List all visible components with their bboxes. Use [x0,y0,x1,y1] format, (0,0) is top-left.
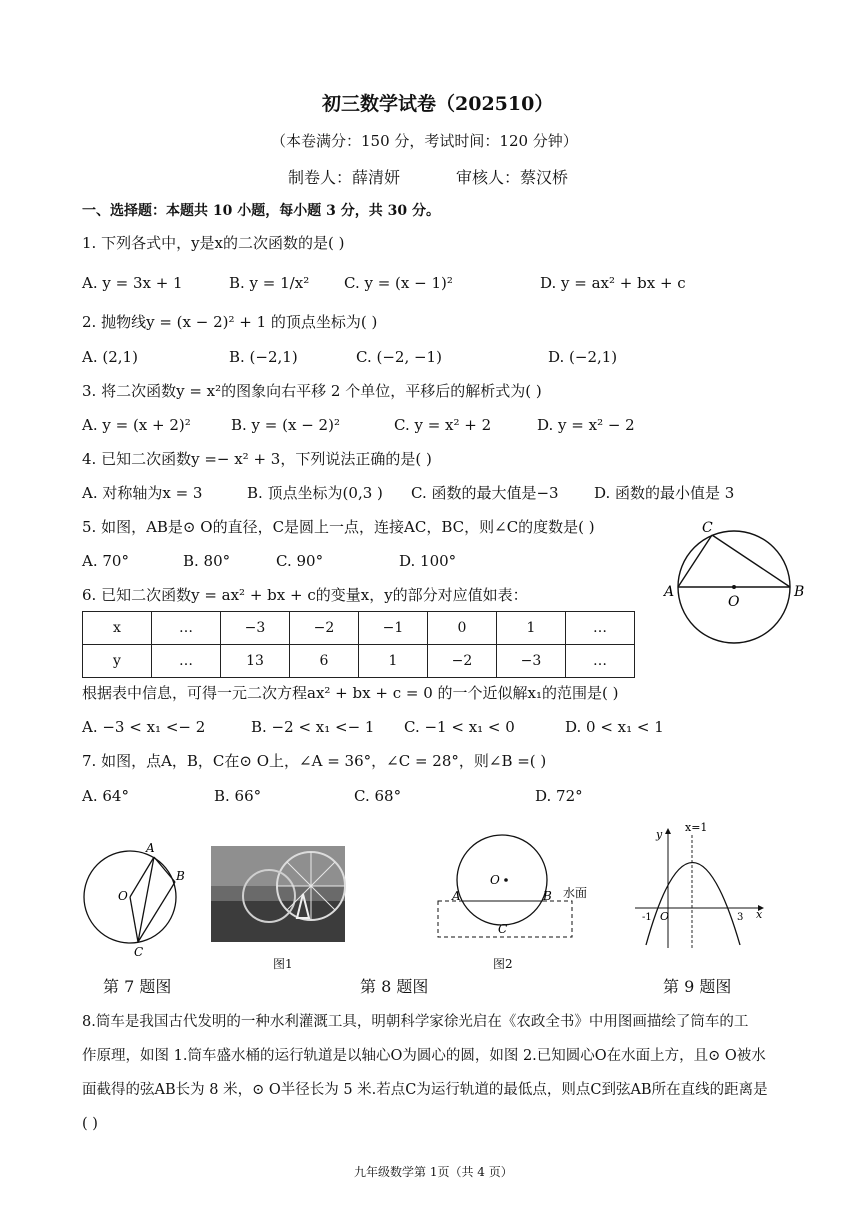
q1-option-d: D. y = ax² + bx + c [540,274,686,292]
q8-line-3: 面截得的弦AB长为 8 米，⊙ O半径长为 5 米.若点C为运行轨道的最低点，则点C到弦AB所在直线的距离是 [82,1082,768,1098]
page-footer: 九年级数学第 1页（共 4 页） [354,1165,513,1179]
table-row [83,612,635,645]
q7-circle-figure [82,840,192,970]
fig9-label-y: y [656,828,663,841]
table-cell: −2 [290,612,359,645]
table-row [83,645,635,678]
table-cell: 1 [497,612,566,645]
page-title: 初三数学试卷（202510） [322,93,554,115]
figure1-caption: 图1 [273,957,293,971]
table-cell: … [152,645,221,678]
q2-option-b: B. (−2,1) [229,348,298,366]
q5-label-c: C [702,520,713,536]
q4-stem: 4. 已知二次函数y =− x² + 3，下列说法正确的是( ) [82,450,432,468]
table-cell: −3 [221,612,290,645]
q5-label-o: O [728,594,740,610]
q7-label-o: O [118,889,128,903]
q5-circle-figure [660,520,810,650]
q5-option-b: B. 80° [183,552,231,570]
fig2-label-b: B [543,889,552,903]
figure2-diagram [430,835,610,960]
q8-line-4: ( ) [82,1116,98,1132]
q8-line-1: 8.筒车是我国古代发明的一种水利灌溉工具，明朝科学家徐光启在《农政全书》中用图画描绘了筒车的工 [82,1014,749,1030]
reviewer-line: 审核人：蔡汉桥 [456,168,569,187]
fig9-label-axis: x=1 [685,821,708,834]
table-cell: 13 [221,645,290,678]
q6-value-table [82,611,635,678]
q5-label-b: B [794,584,805,600]
q4-option-b: B. 顶点坐标为(0,3 ) [247,484,383,502]
table-cell: −1 [359,612,428,645]
q1-option-c: C. y = (x − 1)² [344,274,453,292]
table-cell: −3 [497,645,566,678]
fig2-label-a: A [452,889,461,903]
table-cell: … [566,645,635,678]
fig9-label-neg1: -1 [642,912,652,923]
q7-option-b: B. 66° [214,787,262,805]
table-cell: 1 [359,645,428,678]
fig9-label-3: 3 [737,912,744,923]
q2-stem: 2. 抛物线y = (x − 2)² + 1 的顶点坐标为( ) [82,313,378,331]
table-cell: … [152,612,221,645]
figure9-parabola [630,820,770,955]
q5-option-c: C. 90° [276,552,324,570]
q7-label-a: A [146,841,155,855]
caption-q8: 第 8 题图 [360,977,429,996]
waterwheel-photo [211,846,345,942]
table-cell: 6 [290,645,359,678]
section-heading: 一、选择题：本题共 10 小题，每小题 3 分，共 30 分。 [82,203,440,219]
q1-option-a: A. y = 3x + 1 [82,274,183,292]
q5-label-a: A [664,584,675,600]
q3-option-b: B. y = (x − 2)² [231,416,340,434]
q7-option-c: C. 68° [354,787,402,805]
figure2-caption: 图2 [493,957,513,971]
q4-option-d: D. 函数的最小值是 3 [594,484,735,502]
q3-option-d: D. y = x² − 2 [537,416,635,434]
q7-option-d: D. 72° [535,787,583,805]
q7-label-b: B [176,869,185,883]
q6-stem: 6. 已知二次函数y = ax² + bx + c的变量x，y的部分对应值如表： [82,586,528,604]
exam-info: （本卷满分：150 分，考试时间：120 分钟） [271,132,578,150]
q3-option-a: A. y = (x + 2)² [82,416,191,434]
q1-stem: 1. 下列各式中，y是x的二次函数的是( ) [82,234,345,252]
q7-label-c: C [134,945,144,959]
q6-option-d: D. 0 < x₁ < 1 [565,718,664,736]
author-line: 制卷人：薛清妍 [288,168,401,187]
q7-option-a: A. 64° [82,787,129,805]
fig2-label-water: 水面 [563,886,588,900]
table-cell: y [83,645,152,678]
q8-line-2: 作原理，如图 1.筒车盛水桶的运行轨道是以轴心O为圆心的圆，如图 2.已知圆心O在水面上方，且⊙ O被水 [82,1048,766,1064]
q3-stem: 3. 将二次函数y = x²的图象向右平移 2 个单位，平移后的解析式为( ) [82,382,542,400]
table-cell: −2 [428,645,497,678]
q6-follow: 根据表中信息，可得一元二次方程ax² + bx + c = 0 的一个近似解x₁的范围是( ) [82,684,619,702]
q6-option-b: B. −2 < x₁ <− 1 [251,718,375,736]
q7-stem: 7. 如图，点A，B，C在⊙ O上，∠A = 36°，∠C = 28°，则∠B =( ) [82,752,547,770]
q6-option-a: A. −3 < x₁ <− 2 [82,718,206,736]
q4-option-c: C. 函数的最大值是−3 [411,484,559,502]
fig2-label-c: C [498,922,508,936]
q3-option-c: C. y = x² + 2 [394,416,492,434]
q5-stem: 5. 如图，AB是⊙ O的直径，C是圆上一点，连接AC，BC，则∠C的度数是( ) [82,518,595,536]
q2-option-c: C. (−2, −1) [356,348,442,366]
q2-option-d: D. (−2,1) [548,348,618,366]
q4-option-a: A. 对称轴为x = 3 [82,484,203,502]
caption-q9: 第 9 题图 [663,977,732,996]
fig9-label-x: x [756,908,763,921]
q5-option-d: D. 100° [399,552,457,570]
q6-option-c: C. −1 < x₁ < 0 [404,718,515,736]
table-cell: … [566,612,635,645]
caption-q7: 第 7 题图 [103,977,172,996]
q2-option-a: A. (2,1) [82,348,138,366]
fig2-label-o: O [490,873,500,887]
q5-option-a: A. 70° [82,552,129,570]
table-cell: x [83,612,152,645]
table-cell: 0 [428,612,497,645]
q1-option-b: B. y = 1/x² [229,274,310,292]
fig9-label-o: O [660,910,670,923]
